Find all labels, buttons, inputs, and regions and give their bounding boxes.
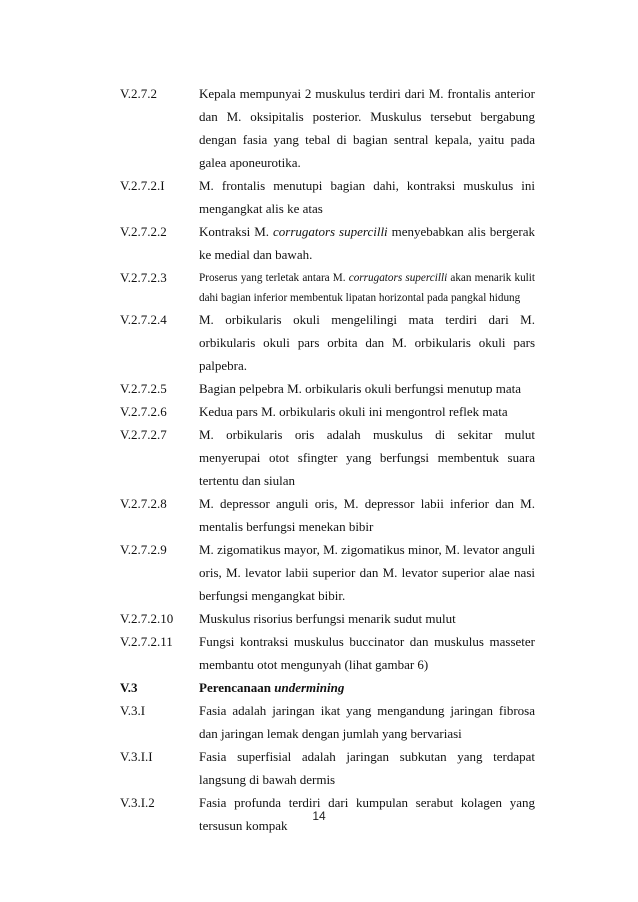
entry-text: Bagian pelpebra M. orbikularis okuli berfungsi menutup mata [199,381,522,396]
entry-number: V.3.I [120,703,146,718]
section-title [199,676,535,699]
text-part: akan menarik kulit dahi bagian inferior membentuk lipatan horizontal pada pangkal hidung [199,272,535,304]
entry-text: M. orbikularis okuli mengelilingi mata terdiri dari M. orbikularis okuli pars orbita dan M. orbikularis okuli pars palpebra. [199,312,535,373]
entry-number: V.2.7.2.I [120,178,165,193]
text-part: Kontraksi M. [199,224,273,239]
text-part: Perencanaan [199,680,275,695]
entry-number: V.2.7.2.10 [120,611,174,626]
entry-number: V.2.7.2.8 [120,496,167,511]
section-number: V.3 [120,680,138,695]
entry-text: Kedua pars M. orbikularis okuli ini mengontrol reflek mata [199,404,508,419]
entry-v-2-7-2-6 [120,400,535,423]
entry-text: Kepala mempunyai 2 muskulus terdiri dari M. frontalis anterior dan M. oksipitalis posterior. Muskulus tersebut bergabung dengan fasia yang tebal di bagian sentral kepala, yaitu pada galea aponeurotika. [199,86,535,170]
entry-text: Fasia adalah jaringan ikat yang mengandung jaringan fibrosa dan jaringan lemak dengan jumlah yang bervariasi [199,703,535,741]
entry-v-2-7-2-7 [120,423,535,492]
entry-number: V.2.7.2.2 [120,224,167,239]
entry-v-2-7-2-9 [120,538,535,607]
text-part: Proserus yang terletak antara M. [199,272,349,284]
entry-number: V.3.I.2 [120,795,155,810]
entry-v-2-7-2-8 [120,492,535,538]
entry-text [199,266,535,308]
page-number: 14 [312,809,326,823]
italic-term: corrugators supercilli [348,272,448,284]
entry-number: V.2.7.2.5 [120,381,167,396]
entry-v-2-7-2-5 [120,377,535,400]
entry-number: V.2.7.2 [120,86,157,101]
entry-text: Fungsi kontraksi muskulus buccinator dan muskulus masseter membantu otot mengunyah (lihat gambar 6) [199,634,535,672]
entry-v-2-7-2-11 [120,630,535,676]
entry-number: V.2.7.2.3 [120,270,167,285]
entry-v-2-7-2-1 [120,174,535,220]
italic-term: undermining [274,680,345,695]
entry-v-2-7-2-10 [120,607,535,630]
entry-text: M. zigomatikus mayor, M. zigomatikus minor, M. levator anguli oris, M. levator labii superior dan M. levator superior alae nasi berfungsi mengangkat bibir. [199,542,535,603]
entry-text: M. frontalis menutupi bagian dahi, kontraksi muskulus ini mengangkat alis ke atas [199,178,535,216]
section-heading-v-3 [120,676,535,699]
entry-text: Muskulus risorius berfungsi menarik sudut mulut [199,611,456,626]
entry-number: V.2.7.2.4 [120,312,167,327]
entry-v-2-7-2 [120,82,535,174]
entry-number: V.2.7.2.11 [120,634,173,649]
entry-list [120,82,535,837]
entry-v-2-7-2-3 [120,266,535,308]
entry-number: V.3.I.I [120,749,153,764]
text-part: menyebabkan alis bergerak ke medial dan bawah. [199,224,535,262]
entry-text: M. depressor anguli oris, M. depressor labii inferior dan M. mentalis berfungsi menekan bibir [199,496,535,534]
entry-v-3-1-1 [120,745,535,791]
italic-term: corrugators supercilli [272,224,388,239]
entry-text: Fasia profunda terdiri dari kumpulan serabut kolagen yang tersusun kompak [199,795,535,833]
entry-number: V.2.7.2.6 [120,404,167,419]
entry-text [199,220,535,266]
entry-number: V.2.7.2.9 [120,542,167,557]
entry-v-2-7-2-2 [120,220,535,266]
entry-v-3-1 [120,699,535,745]
entry-v-2-7-2-4 [120,308,535,377]
entry-text: M. orbikularis oris adalah muskulus di sekitar mulut menyerupai otot sfingter yang berfungsi membentuk suara tertentu dan siulan [199,427,535,488]
entry-number: V.2.7.2.7 [120,427,167,442]
entry-text: Fasia superfisial adalah jaringan subkutan yang terdapat langsung di bawah dermis [199,749,535,787]
